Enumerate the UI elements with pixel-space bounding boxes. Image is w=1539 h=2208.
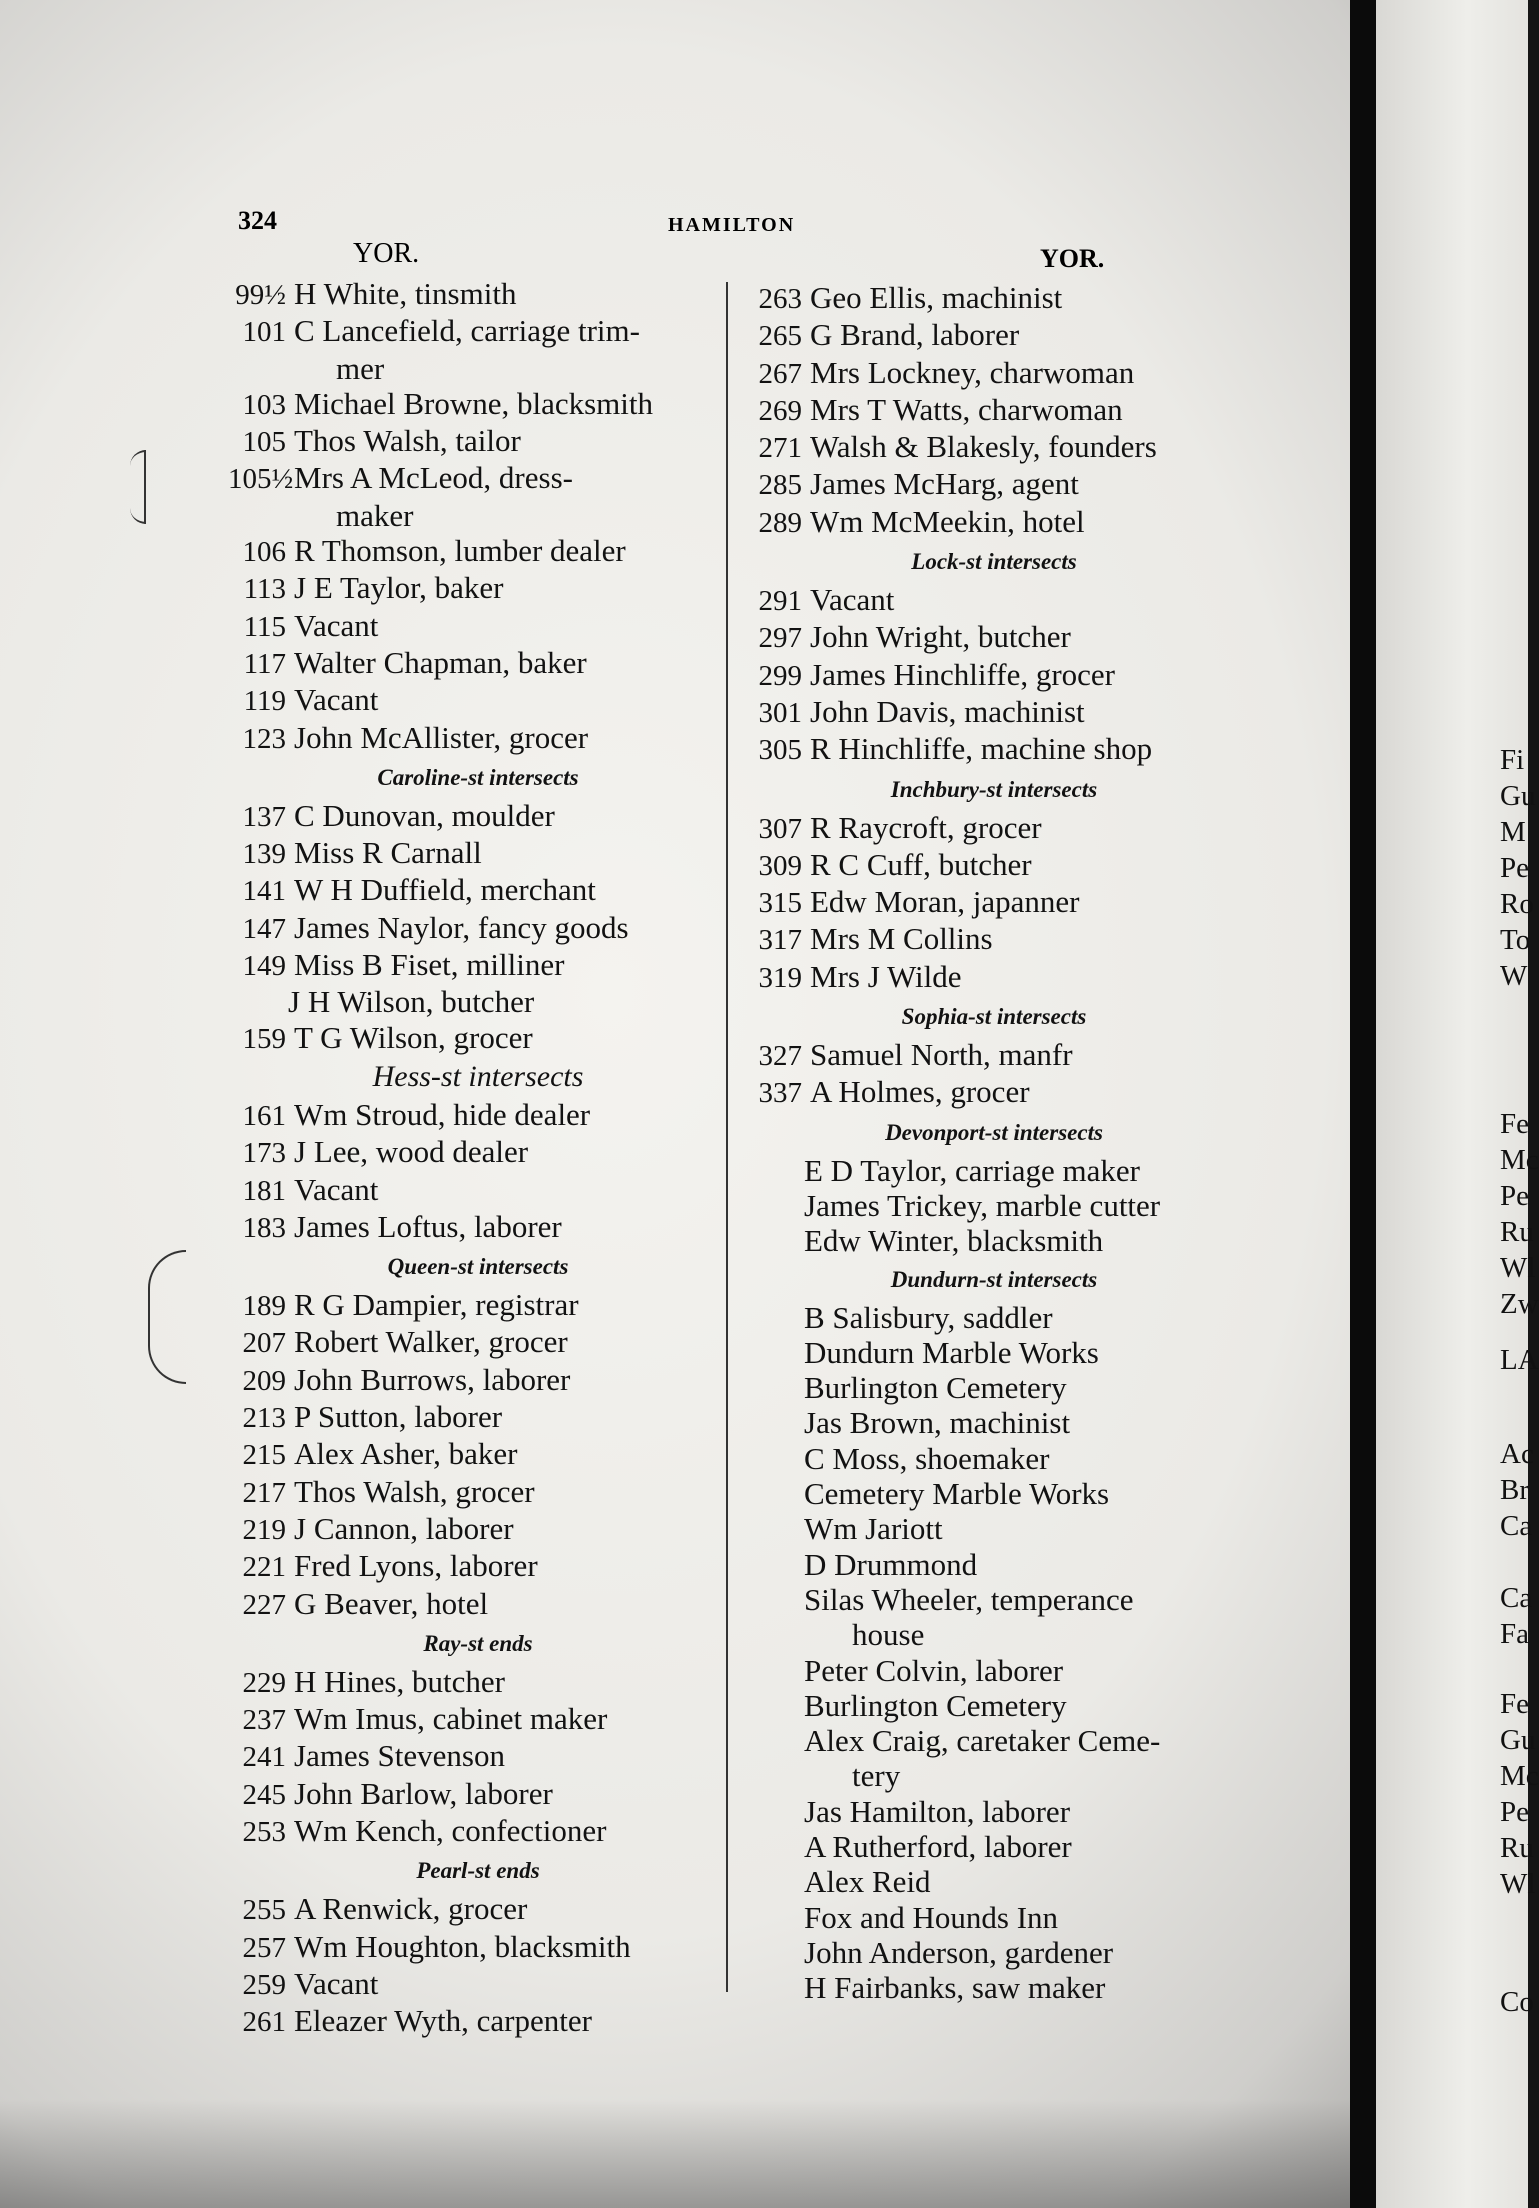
house-number: 209 bbox=[242, 1364, 286, 1397]
house-number: 267 bbox=[758, 357, 802, 390]
unnumbered-entry: J H Wilson, butcher bbox=[288, 984, 535, 1020]
house-number: 137 bbox=[242, 800, 286, 833]
unnumbered-entry: John Anderson, gardener bbox=[804, 1934, 1114, 1970]
resident-name: Mrs J Wilde bbox=[810, 958, 962, 994]
resident-name: A Holmes, grocer bbox=[810, 1074, 1030, 1110]
house-number: 99½ bbox=[235, 279, 286, 311]
unnumbered-entry: A Rutherford, laborer bbox=[804, 1828, 1072, 1864]
house-number: 291 bbox=[758, 585, 802, 618]
house-number: 319 bbox=[758, 961, 802, 994]
unnumbered-entry: Alex Craig, caretaker Ceme- bbox=[804, 1723, 1161, 1759]
unnumbered-entry: Jas Hamilton, laborer bbox=[804, 1793, 1071, 1829]
house-number: 301 bbox=[758, 696, 802, 729]
pencil-bracket bbox=[148, 1250, 186, 1384]
unnumbered-entry: Burlington Cemetery bbox=[804, 1370, 1067, 1406]
cross-street-heading: Pearl-st ends bbox=[416, 1858, 540, 1884]
house-number: 117 bbox=[243, 647, 286, 680]
house-number: 245 bbox=[242, 1778, 286, 1811]
unnumbered-entry: Cemetery Marble Works bbox=[804, 1476, 1110, 1512]
house-number: 183 bbox=[242, 1211, 286, 1244]
house-number: 327 bbox=[758, 1040, 802, 1073]
directory-entry bbox=[228, 872, 728, 909]
house-number: 221 bbox=[242, 1551, 286, 1584]
cross-street-heading: Inchbury-st intersects bbox=[890, 776, 1098, 802]
cross-street-heading: Lock-st intersects bbox=[911, 549, 1077, 575]
directory-entry bbox=[228, 1474, 728, 1511]
cross-street-heading: Hess-st intersects bbox=[372, 1059, 584, 1093]
directory-entry bbox=[228, 1324, 728, 1361]
entry-continuation: mer bbox=[336, 350, 385, 386]
directory-entry bbox=[744, 810, 1244, 847]
cross-street-heading: Devonport-st intersects bbox=[885, 1119, 1103, 1145]
house-number: 115 bbox=[243, 610, 286, 643]
resident-name: Eleazer Wyth, carpenter bbox=[294, 2003, 592, 2039]
resident-name: John McAllister, grocer bbox=[294, 719, 589, 755]
directory-entry bbox=[744, 1074, 1244, 1111]
resident-name: Fred Lyons, laborer bbox=[294, 1548, 538, 1584]
entry-continuation: maker bbox=[336, 497, 414, 533]
house-number: 147 bbox=[242, 912, 286, 945]
resident-name: Vacant bbox=[294, 607, 379, 643]
directory-entry bbox=[744, 959, 1244, 996]
adjacent-page-text: Pe bbox=[1500, 1180, 1529, 1212]
house-number: 161 bbox=[242, 1099, 286, 1132]
resident-name: W H Duffield, merchant bbox=[294, 872, 596, 908]
adjacent-page-text: Ru bbox=[1500, 1832, 1534, 1864]
unnumbered-entry: Wm Jariott bbox=[804, 1511, 943, 1547]
directory-entry bbox=[228, 645, 728, 682]
directory-entry bbox=[228, 1511, 728, 1548]
adjacent-page-text: Co bbox=[1500, 1986, 1534, 2018]
unnumbered-entry: Burlington Cemetery bbox=[804, 1687, 1067, 1723]
resident-name: Thos Walsh, tailor bbox=[294, 423, 521, 459]
resident-name: Vacant bbox=[294, 1171, 379, 1207]
page-gutter bbox=[1350, 0, 1376, 2208]
adjacent-page-text: Fe bbox=[1500, 1688, 1529, 1720]
adjacent-page-text: Gu bbox=[1500, 1724, 1536, 1756]
directory-entry bbox=[744, 466, 1244, 503]
unnumbered-entry: Fox and Hounds Inn bbox=[804, 1899, 1059, 1935]
directory-entry bbox=[228, 682, 728, 719]
house-number: 261 bbox=[242, 2006, 286, 2039]
house-number: 149 bbox=[242, 950, 286, 983]
directory-entry bbox=[228, 2003, 728, 2040]
adjacent-page-text: Ru bbox=[1500, 1216, 1534, 1248]
house-number: 181 bbox=[242, 1174, 286, 1207]
house-number: 119 bbox=[243, 685, 286, 718]
house-number: 105 bbox=[242, 426, 286, 459]
adjacent-page-text: Br bbox=[1500, 1474, 1529, 1506]
directory-entry bbox=[744, 619, 1244, 656]
adjacent-page-text: M bbox=[1500, 816, 1526, 848]
resident-name: T G Wilson, grocer bbox=[294, 1019, 533, 1055]
directory-entry bbox=[228, 313, 728, 350]
directory-entry bbox=[228, 1209, 728, 1246]
adjacent-page-text: Mc bbox=[1500, 1760, 1539, 1792]
house-number: 265 bbox=[758, 320, 802, 353]
cross-street-heading: Caroline-st intersects bbox=[377, 764, 579, 790]
page-number: 324 bbox=[238, 206, 277, 235]
adjacent-page-text: Gu bbox=[1500, 780, 1536, 812]
house-number: 285 bbox=[758, 469, 802, 502]
directory-entry bbox=[228, 460, 728, 497]
resident-name: R Thomson, lumber dealer bbox=[294, 533, 626, 569]
resident-name: John Barlow, laborer bbox=[294, 1775, 553, 1811]
resident-name: J E Taylor, baker bbox=[294, 570, 504, 606]
directory-entry bbox=[744, 355, 1244, 392]
directory-entry bbox=[744, 582, 1244, 619]
house-number: 173 bbox=[242, 1137, 286, 1170]
adjacent-page-text: Ro bbox=[1500, 888, 1534, 920]
directory-entry bbox=[228, 386, 728, 423]
adjacent-page-text: Mc bbox=[1500, 1144, 1539, 1176]
adjacent-page-text: Pe bbox=[1500, 852, 1529, 884]
directory-entry bbox=[228, 1020, 728, 1057]
directory-entry bbox=[744, 847, 1244, 884]
directory-entry bbox=[228, 1701, 728, 1738]
resident-name: Walsh & Blakesly, founders bbox=[810, 429, 1157, 465]
resident-name: John Wright, butcher bbox=[810, 619, 1071, 655]
directory-entry bbox=[744, 884, 1244, 921]
directory-entry bbox=[228, 533, 728, 570]
directory-entry bbox=[228, 608, 728, 645]
house-number: 309 bbox=[758, 849, 802, 882]
resident-name: P Sutton, laborer bbox=[294, 1399, 503, 1435]
house-number: 289 bbox=[758, 506, 802, 539]
unnumbered-entry: James Trickey, marble cutter bbox=[804, 1187, 1161, 1223]
house-number: 227 bbox=[242, 1588, 286, 1621]
resident-name: J Lee, wood dealer bbox=[294, 1134, 529, 1170]
resident-name: James McHarg, agent bbox=[810, 466, 1079, 502]
resident-name: Mrs M Collins bbox=[810, 921, 993, 957]
resident-name: H White, tinsmith bbox=[294, 276, 517, 311]
directory-entry bbox=[744, 657, 1244, 694]
house-number: 229 bbox=[242, 1666, 286, 1699]
unnumbered-entry: C Moss, shoemaker bbox=[804, 1440, 1050, 1476]
adjacent-page-text: Wl bbox=[1500, 1252, 1536, 1284]
directory-entry bbox=[228, 1776, 728, 1813]
page-title: HAMILTON bbox=[668, 214, 796, 236]
house-number: 317 bbox=[758, 924, 802, 957]
unnumbered-entry: Alex Reid bbox=[804, 1864, 931, 1900]
resident-name: Michael Browne, blacksmith bbox=[294, 385, 653, 421]
house-number: 255 bbox=[242, 1894, 286, 1927]
house-number: 263 bbox=[758, 283, 802, 315]
resident-name: R G Dampier, registrar bbox=[294, 1287, 579, 1323]
entry-continuation: tery bbox=[852, 1758, 901, 1794]
adjacent-page-text: Fe bbox=[1500, 1108, 1529, 1140]
house-number: 207 bbox=[242, 1327, 286, 1360]
directory-entry bbox=[744, 1037, 1244, 1074]
directory-entry bbox=[228, 1287, 728, 1324]
resident-name: A Renwick, grocer bbox=[294, 1891, 528, 1927]
house-number: 237 bbox=[242, 1704, 286, 1737]
resident-name: Vacant bbox=[810, 582, 895, 618]
house-number: 105½ bbox=[228, 463, 294, 496]
house-number: 213 bbox=[242, 1402, 286, 1435]
directory-entry bbox=[228, 1134, 728, 1171]
directory-entry bbox=[228, 423, 728, 460]
unnumbered-entry: Silas Wheeler, temperance bbox=[804, 1581, 1134, 1617]
directory-entry bbox=[228, 1966, 728, 2003]
house-number: 219 bbox=[242, 1513, 286, 1546]
directory-entry bbox=[228, 1929, 728, 1966]
directory-entry bbox=[228, 1362, 728, 1399]
adjacent-page-text: Ca bbox=[1500, 1510, 1533, 1542]
house-number: 101 bbox=[242, 316, 286, 349]
directory-entry bbox=[228, 720, 728, 757]
resident-name: Wm Houghton, blacksmith bbox=[294, 1928, 631, 1964]
house-number: 305 bbox=[758, 734, 802, 767]
directory-entry bbox=[744, 731, 1244, 768]
resident-name: Edw Moran, japanner bbox=[810, 884, 1080, 920]
house-number: 299 bbox=[758, 659, 802, 692]
scan-shadow bbox=[0, 2100, 1350, 2208]
directory-entry bbox=[744, 392, 1244, 429]
house-number: 307 bbox=[758, 812, 802, 845]
unnumbered-entry: H Fairbanks, saw maker bbox=[804, 1970, 1106, 2006]
resident-name: Robert Walker, grocer bbox=[294, 1324, 568, 1360]
adjacent-page-text: Pe bbox=[1500, 1796, 1529, 1828]
directory-entry bbox=[744, 429, 1244, 466]
resident-name: Miss B Fiset, milliner bbox=[294, 947, 565, 983]
directory-entry bbox=[228, 910, 728, 947]
right-directory-column bbox=[744, 280, 1244, 2005]
adjacent-page-text: To bbox=[1500, 924, 1531, 956]
cross-street-heading: Sophia-st intersects bbox=[901, 1004, 1087, 1030]
directory-entry bbox=[744, 317, 1244, 354]
resident-name: J Cannon, laborer bbox=[294, 1510, 514, 1546]
house-number: 297 bbox=[758, 622, 802, 655]
cross-street-heading: Dundurn-st intersects bbox=[890, 1266, 1098, 1292]
directory-entry bbox=[228, 1097, 728, 1134]
house-number: 141 bbox=[242, 875, 286, 908]
unnumbered-entry: Jas Brown, machinist bbox=[804, 1405, 1071, 1441]
left-directory-column bbox=[228, 276, 728, 2040]
house-number: 159 bbox=[242, 1022, 286, 1055]
adjacent-page-text: Wl bbox=[1500, 1868, 1536, 1900]
unnumbered-entry: Dundurn Marble Works bbox=[804, 1334, 1099, 1370]
directory-entry bbox=[744, 921, 1244, 958]
directory-entry bbox=[228, 798, 728, 835]
resident-name: R Hinchliffe, machine shop bbox=[810, 731, 1153, 767]
unnumbered-entry: Edw Winter, blacksmith bbox=[804, 1223, 1104, 1259]
resident-name: R Raycroft, grocer bbox=[810, 809, 1042, 845]
adjacent-page-text: Fi bbox=[1500, 744, 1525, 776]
house-number: 139 bbox=[242, 838, 286, 871]
house-number: 123 bbox=[242, 722, 286, 755]
resident-name: Geo Ellis, machinist bbox=[810, 280, 1063, 315]
directory-entry bbox=[228, 835, 728, 872]
directory-entry bbox=[744, 694, 1244, 731]
directory-entry bbox=[228, 1399, 728, 1436]
resident-name: Samuel North, manfr bbox=[810, 1037, 1073, 1073]
resident-name: Mrs Lockney, charwoman bbox=[810, 354, 1135, 390]
directory-entry bbox=[228, 1738, 728, 1775]
house-number: 241 bbox=[242, 1741, 286, 1774]
unnumbered-entry: B Salisbury, saddler bbox=[804, 1299, 1053, 1335]
directory-entry bbox=[228, 570, 728, 607]
directory-entry bbox=[228, 1548, 728, 1585]
directory-entry bbox=[228, 1172, 728, 1209]
resident-name: Wm Stroud, hide dealer bbox=[294, 1096, 591, 1132]
house-number: 113 bbox=[243, 573, 286, 606]
resident-name: Mrs A McLeod, dress- bbox=[294, 460, 573, 496]
unnumbered-entry: Peter Colvin, laborer bbox=[804, 1652, 1064, 1688]
unnumbered-entry: E D Taylor, carriage maker bbox=[804, 1152, 1140, 1188]
resident-name: James Hinchliffe, grocer bbox=[810, 656, 1116, 692]
resident-name: Alex Asher, baker bbox=[294, 1436, 518, 1472]
house-number: 271 bbox=[758, 432, 802, 465]
resident-name: Vacant bbox=[294, 1965, 379, 2001]
adjacent-page-text: Ca bbox=[1500, 1582, 1533, 1614]
resident-name: R C Cuff, butcher bbox=[810, 846, 1032, 882]
adjacent-page-text: Fa bbox=[1500, 1618, 1529, 1650]
resident-name: C Lancefield, carriage trim- bbox=[294, 313, 640, 349]
directory-entry bbox=[744, 504, 1244, 541]
cross-street-heading: Queen-st intersects bbox=[387, 1254, 569, 1280]
right-street-heading: YOR. bbox=[1040, 244, 1105, 273]
entry-continuation: house bbox=[852, 1617, 925, 1653]
directory-entry bbox=[744, 280, 1244, 317]
house-number: 253 bbox=[242, 1815, 286, 1848]
resident-name: James Loftus, laborer bbox=[294, 1208, 562, 1244]
resident-name: G Brand, laborer bbox=[810, 317, 1020, 353]
left-street-heading: YOR. bbox=[353, 238, 420, 269]
adjacent-page-text: W bbox=[1500, 960, 1528, 992]
cross-street-heading: Ray-st ends bbox=[423, 1630, 533, 1656]
house-number: 103 bbox=[242, 388, 286, 421]
resident-name: Mrs T Watts, charwoman bbox=[810, 391, 1123, 427]
pencil-mark bbox=[130, 450, 146, 524]
resident-name: C Dunovan, moulder bbox=[294, 797, 555, 833]
directory-entry bbox=[228, 1813, 728, 1850]
adjacent-page-text: Zw bbox=[1500, 1288, 1539, 1320]
house-number: 189 bbox=[242, 1290, 286, 1323]
resident-name: Vacant bbox=[294, 682, 379, 718]
adjacent-page-text: Ac bbox=[1500, 1438, 1534, 1470]
resident-name: John Davis, machinist bbox=[810, 693, 1085, 729]
directory-entry bbox=[228, 1436, 728, 1473]
resident-name: H Hines, butcher bbox=[294, 1663, 505, 1699]
directory-entry bbox=[228, 1586, 728, 1623]
resident-name: Wm Kench, confectioner bbox=[294, 1812, 607, 1848]
house-number: 217 bbox=[242, 1476, 286, 1509]
resident-name: Thos Walsh, grocer bbox=[294, 1473, 535, 1509]
resident-name: Walter Chapman, baker bbox=[294, 644, 587, 680]
resident-name: James Naylor, fancy goods bbox=[294, 909, 629, 945]
resident-name: James Stevenson bbox=[294, 1738, 505, 1774]
house-number: 337 bbox=[758, 1077, 802, 1110]
house-number: 257 bbox=[242, 1931, 286, 1964]
adjacent-page-text: LA bbox=[1500, 1344, 1539, 1376]
house-number: 315 bbox=[758, 887, 802, 920]
resident-name: Miss R Carnall bbox=[294, 835, 482, 871]
house-number: 259 bbox=[242, 1968, 286, 2001]
directory-entry bbox=[228, 947, 728, 984]
house-number: 269 bbox=[758, 394, 802, 427]
directory-entry bbox=[228, 276, 728, 313]
house-number: 106 bbox=[242, 536, 286, 569]
directory-entry bbox=[228, 1664, 728, 1701]
resident-name: G Beaver, hotel bbox=[294, 1585, 489, 1621]
resident-name: John Burrows, laborer bbox=[294, 1361, 571, 1397]
unnumbered-entry: D Drummond bbox=[804, 1546, 978, 1582]
house-number: 215 bbox=[242, 1439, 286, 1472]
resident-name: Wm Imus, cabinet maker bbox=[294, 1701, 608, 1737]
directory-entry bbox=[228, 1891, 728, 1928]
resident-name: Wm McMeekin, hotel bbox=[810, 503, 1085, 539]
